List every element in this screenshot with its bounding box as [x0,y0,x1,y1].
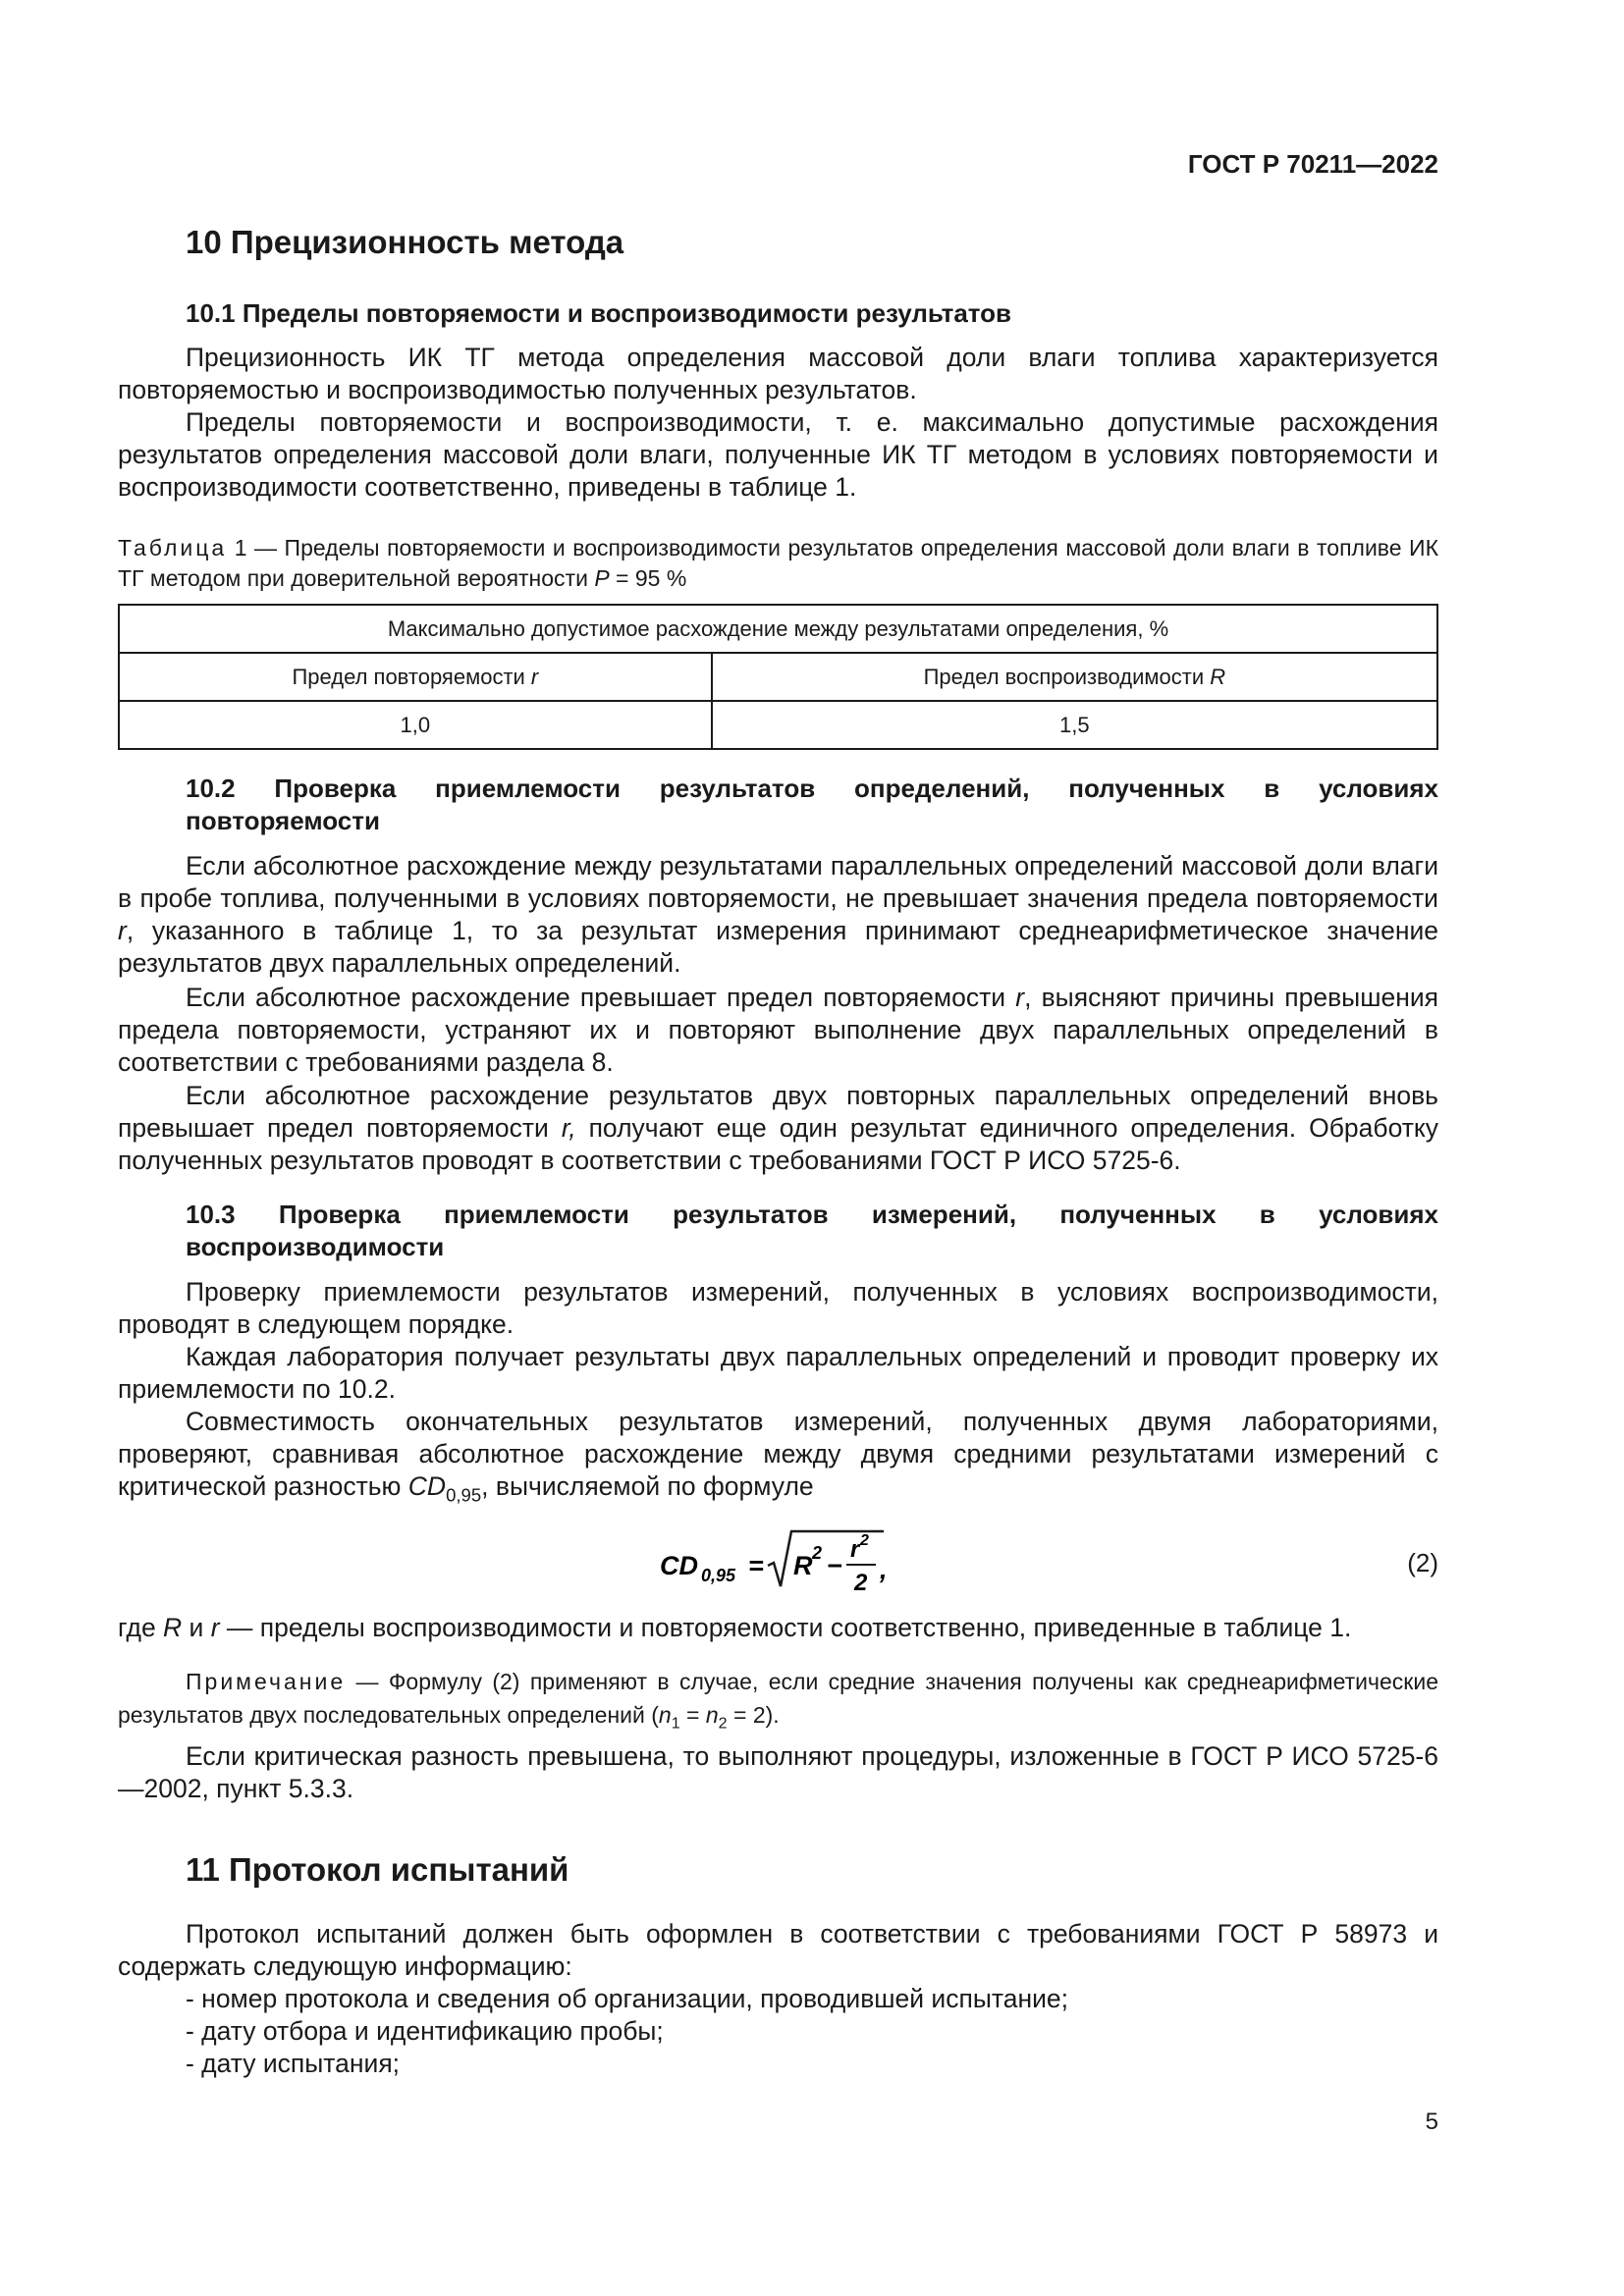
paragraph: Проверку приемлемости результатов измерений, полученных в условиях воспроизводимости, проводят в следующем порядке. [118,1277,1438,1339]
table-col-reproducibility: Предел воспроизводимости R [712,653,1437,701]
formula-cd095 [658,1522,913,1607]
list-item: - номер протокола и сведения об организации, проводившей испытание; [186,1984,1068,2013]
section-10-3-title-line2: воспроизводимости [186,1232,445,1261]
section-11-title: 11 Протокол испытаний [186,1851,569,1888]
section-10-2-title-line2: повторяемости [186,806,380,835]
paragraph: Совместимость окончательных результатов измерений, полученных двумя лабораториями, проверяют, сравнивая абсолютное расхождение между двумя средними результатами измерений с критической разностью $CD_{0,95}$, вычисляемой по формуле [118,1407,1438,1506]
section-10-2-title-line1: 10.2 Проверка приемлемости результатов определений, полученных в условиях [186,774,1438,803]
precision-table [118,604,1438,750]
page-number: 5 [1425,2109,1438,2135]
formula-graphic [658,1522,913,1600]
formula-lhs-sub: 0,95 [701,1566,736,1585]
formula-r-exp: 2 [860,1532,869,1549]
section-10-3-title-line1: 10.3 Проверка приемлемости результатов измерений, полученных в условиях [186,1200,1438,1229]
table-col-repeatability: Предел повторяемости r [119,653,712,701]
formula-comma: , [880,1555,888,1584]
paragraph: Если критическая разность превышена, то выполняют процедуры, изложенные в ГОСТ Р ИСО 5725-6—2002, пункт 5.3.3. [118,1741,1438,1803]
paragraph: Если абсолютное расхождение результатов двух повторных параллельных определений вновь превышает предел повторяемости r, получают еще один результат единичного определения. Обработку полученных результатов проводят в соответствии с требованиями ГОСТ Р ИСО 5725-6. [118,1081,1438,1175]
paragraph: Прецизионность ИК ТГ метода определения массовой доли влаги топлива характеризуется повторяемостью и воспроизводимостью полученных результатов. [118,343,1438,404]
formula-r: r [850,1536,860,1563]
section-10-1-title: 10.1 Пределы повторяемости и воспроизводимости результатов [186,298,1012,328]
table-caption: Таблица 1 — Пределы повторяемости и воспроизводимости результатов определения массовой доли влаги в топливе ИК ТГ методом при доверительной вероятности P = 95 % [118,535,1438,591]
paragraph: Если абсолютное расхождение между результатами параллельных определений массовой доли влаги в пробе топлива, полученными в условиях повторяемости, не превышает значения предела повторяемости r, указанного в таблице 1, то за результат измерения принимают среднеарифметическое значение результатов двух параллельных определений. [118,851,1438,978]
document-header: ГОСТ Р 70211—2022 [1187,149,1438,179]
paragraph: Если абсолютное расхождение превышает предел повторяемости r, выясняют причины превышения предела повторяемости, устраняют их и повторяют выполнение двух параллельных определений в соответствии с требованиями раздела 8. [118,983,1438,1077]
formula-denominator: 2 [854,1570,868,1596]
formula-equals: = [748,1551,764,1580]
formula-R-exp: 2 [812,1543,823,1563]
formula-lhs: CD [660,1551,698,1580]
table-header: Максимально допустимое расхождение между результатами определения, % [119,605,1437,653]
paragraph: Протокол испытаний должен быть оформлен в соответствии с требованиями ГОСТ Р 58973 и содержать следующую информацию: [118,1919,1438,1981]
section-10-title: 10 Прецизионность метода [186,224,624,260]
formula-minus: − [827,1551,842,1580]
protocol-list [186,1983,1068,2080]
formula-R: R [793,1551,813,1580]
paragraph: Пределы повторяемости и воспроизводимости, т. е. максимально допустимые расхождения результатов определения массовой доли влаги, полученные ИК ТГ методом в условиях повторяемости и воспроизводимости соответственно, приведены в таблице 1. [118,407,1438,502]
table-cell: 1,5 [712,701,1437,749]
note: Примечание — Формулу (2) применяют в случае, если средние значения получены как среднеарифметические результатов двух последовательных определений $(n_1 = n_2 = 2)$. [118,1669,1438,1733]
list-item: - дату отбора и идентификацию пробы; [186,2016,664,2046]
list-item: - дату испытания; [186,2049,401,2078]
equation-number: (2) [1407,1548,1438,1577]
paragraph-where: где R и r — пределы воспроизводимости и повторяемости соответственно, приведенные в таблице 1. [118,1613,1352,1642]
table-cell: 1,0 [119,701,712,749]
paragraph: Каждая лаборатория получает результаты двух параллельных определений и проводит проверку их приемлемости по 10.2. [118,1342,1438,1404]
